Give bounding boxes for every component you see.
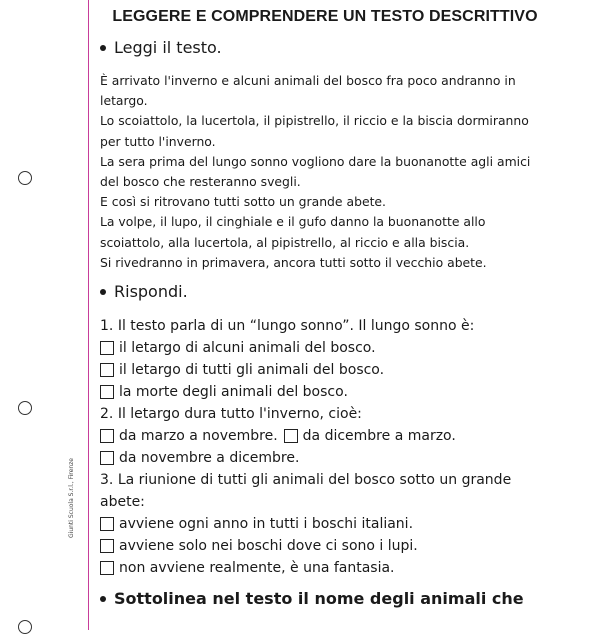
option-label: non avviene realmente, è una fantasia. <box>119 560 395 577</box>
answer-checkbox[interactable] <box>284 429 298 443</box>
question-text: Il testo parla di un “lungo sonno”. Il lungo sonno è: <box>117 318 475 335</box>
answer-option <box>100 337 550 359</box>
binder-hole <box>18 171 32 185</box>
option-label: avviene solo nei boschi dove ci sono i lupi. <box>119 538 418 555</box>
option-label: da marzo a novembre. <box>119 428 278 445</box>
reading-passage <box>100 71 550 273</box>
answer-option <box>100 381 550 403</box>
answer-checkbox[interactable] <box>100 539 114 553</box>
answer-checkbox[interactable] <box>100 451 114 465</box>
answer-checkbox[interactable] <box>100 517 114 531</box>
question-1-text <box>100 315 550 337</box>
answer-checkbox[interactable] <box>100 363 114 377</box>
passage-line: Si rivedranno in primavera, ancora tutti sotto il vecchio abete. <box>100 254 487 270</box>
answer-option-row <box>100 425 550 447</box>
binder-hole <box>18 401 32 415</box>
answer-option <box>100 513 550 535</box>
question-number: 1. <box>100 318 114 335</box>
answer-option <box>100 359 550 381</box>
section-underline-label: Sottolinea nel testo il nome degli animali che <box>114 589 524 609</box>
section-read-label: Leggi il testo. <box>114 38 222 57</box>
answer-checkbox[interactable] <box>100 561 114 575</box>
margin-line <box>88 0 89 630</box>
passage-line: E così si ritrovano tutti sotto un grande abete. <box>100 194 386 210</box>
binder-hole <box>18 620 32 634</box>
question-3 <box>100 469 550 579</box>
bullet-icon <box>100 596 106 602</box>
option-label: la morte degli animali del bosco. <box>119 384 348 401</box>
passage-line: La sera prima del lungo sonno vogliono dare la buonanotte agli amici del bosco che resteranno svegli. <box>100 153 531 190</box>
option-label: da novembre a dicembre. <box>119 450 300 467</box>
section-answer-heading <box>100 282 550 301</box>
answer-checkbox[interactable] <box>100 341 114 355</box>
page-title: LEGGERE E COMPRENDERE UN TESTO DESCRITTIVO <box>112 8 538 25</box>
question-3-text <box>100 469 550 513</box>
answer-checkbox[interactable] <box>100 429 114 443</box>
publisher-credit: Giunti Scuola S.r.l., Firenze <box>68 458 75 538</box>
question-text: Il letargo dura tutto l'inverno, cioè: <box>117 406 362 423</box>
passage-line: Lo scoiattolo, la lucertola, il pipistrello, il riccio e la biscia dormiranno per tutto l'inverno. <box>100 113 529 149</box>
question-number: 3. <box>100 472 114 489</box>
answer-checkbox[interactable] <box>100 385 114 399</box>
section-read-heading <box>100 38 550 57</box>
section-answer-label: Rispondi. <box>114 282 188 302</box>
answer-option <box>100 447 550 469</box>
question-2-text <box>100 403 550 425</box>
passage-line: La volpe, il lupo, il cinghiale e il gufo danno la buonanotte allo scoiattolo, alla lucertola, al pipistrello, al riccio e alla biscia. <box>100 214 486 250</box>
option-label: il letargo di alcuni animali del bosco. <box>119 340 376 357</box>
worksheet-content <box>100 8 550 622</box>
section-underline-heading <box>100 589 550 608</box>
option-label: da dicembre a marzo. <box>302 428 456 445</box>
bullet-icon <box>100 45 106 51</box>
question-number: 2. <box>100 406 114 423</box>
option-label: avviene ogni anno in tutti i boschi italiani. <box>119 516 414 533</box>
question-text: La riunione di tutti gli animali del bosco sotto un grande abete: <box>100 472 512 511</box>
option-label: il letargo di tutti gli animali del bosco. <box>119 362 385 379</box>
answer-option <box>100 557 550 579</box>
answer-option <box>100 535 550 557</box>
question-1 <box>100 315 550 403</box>
bullet-icon <box>100 289 106 295</box>
passage-line: È arrivato l'inverno e alcuni animali del bosco fra poco andranno in letargo. <box>100 73 516 109</box>
question-2 <box>100 403 550 469</box>
